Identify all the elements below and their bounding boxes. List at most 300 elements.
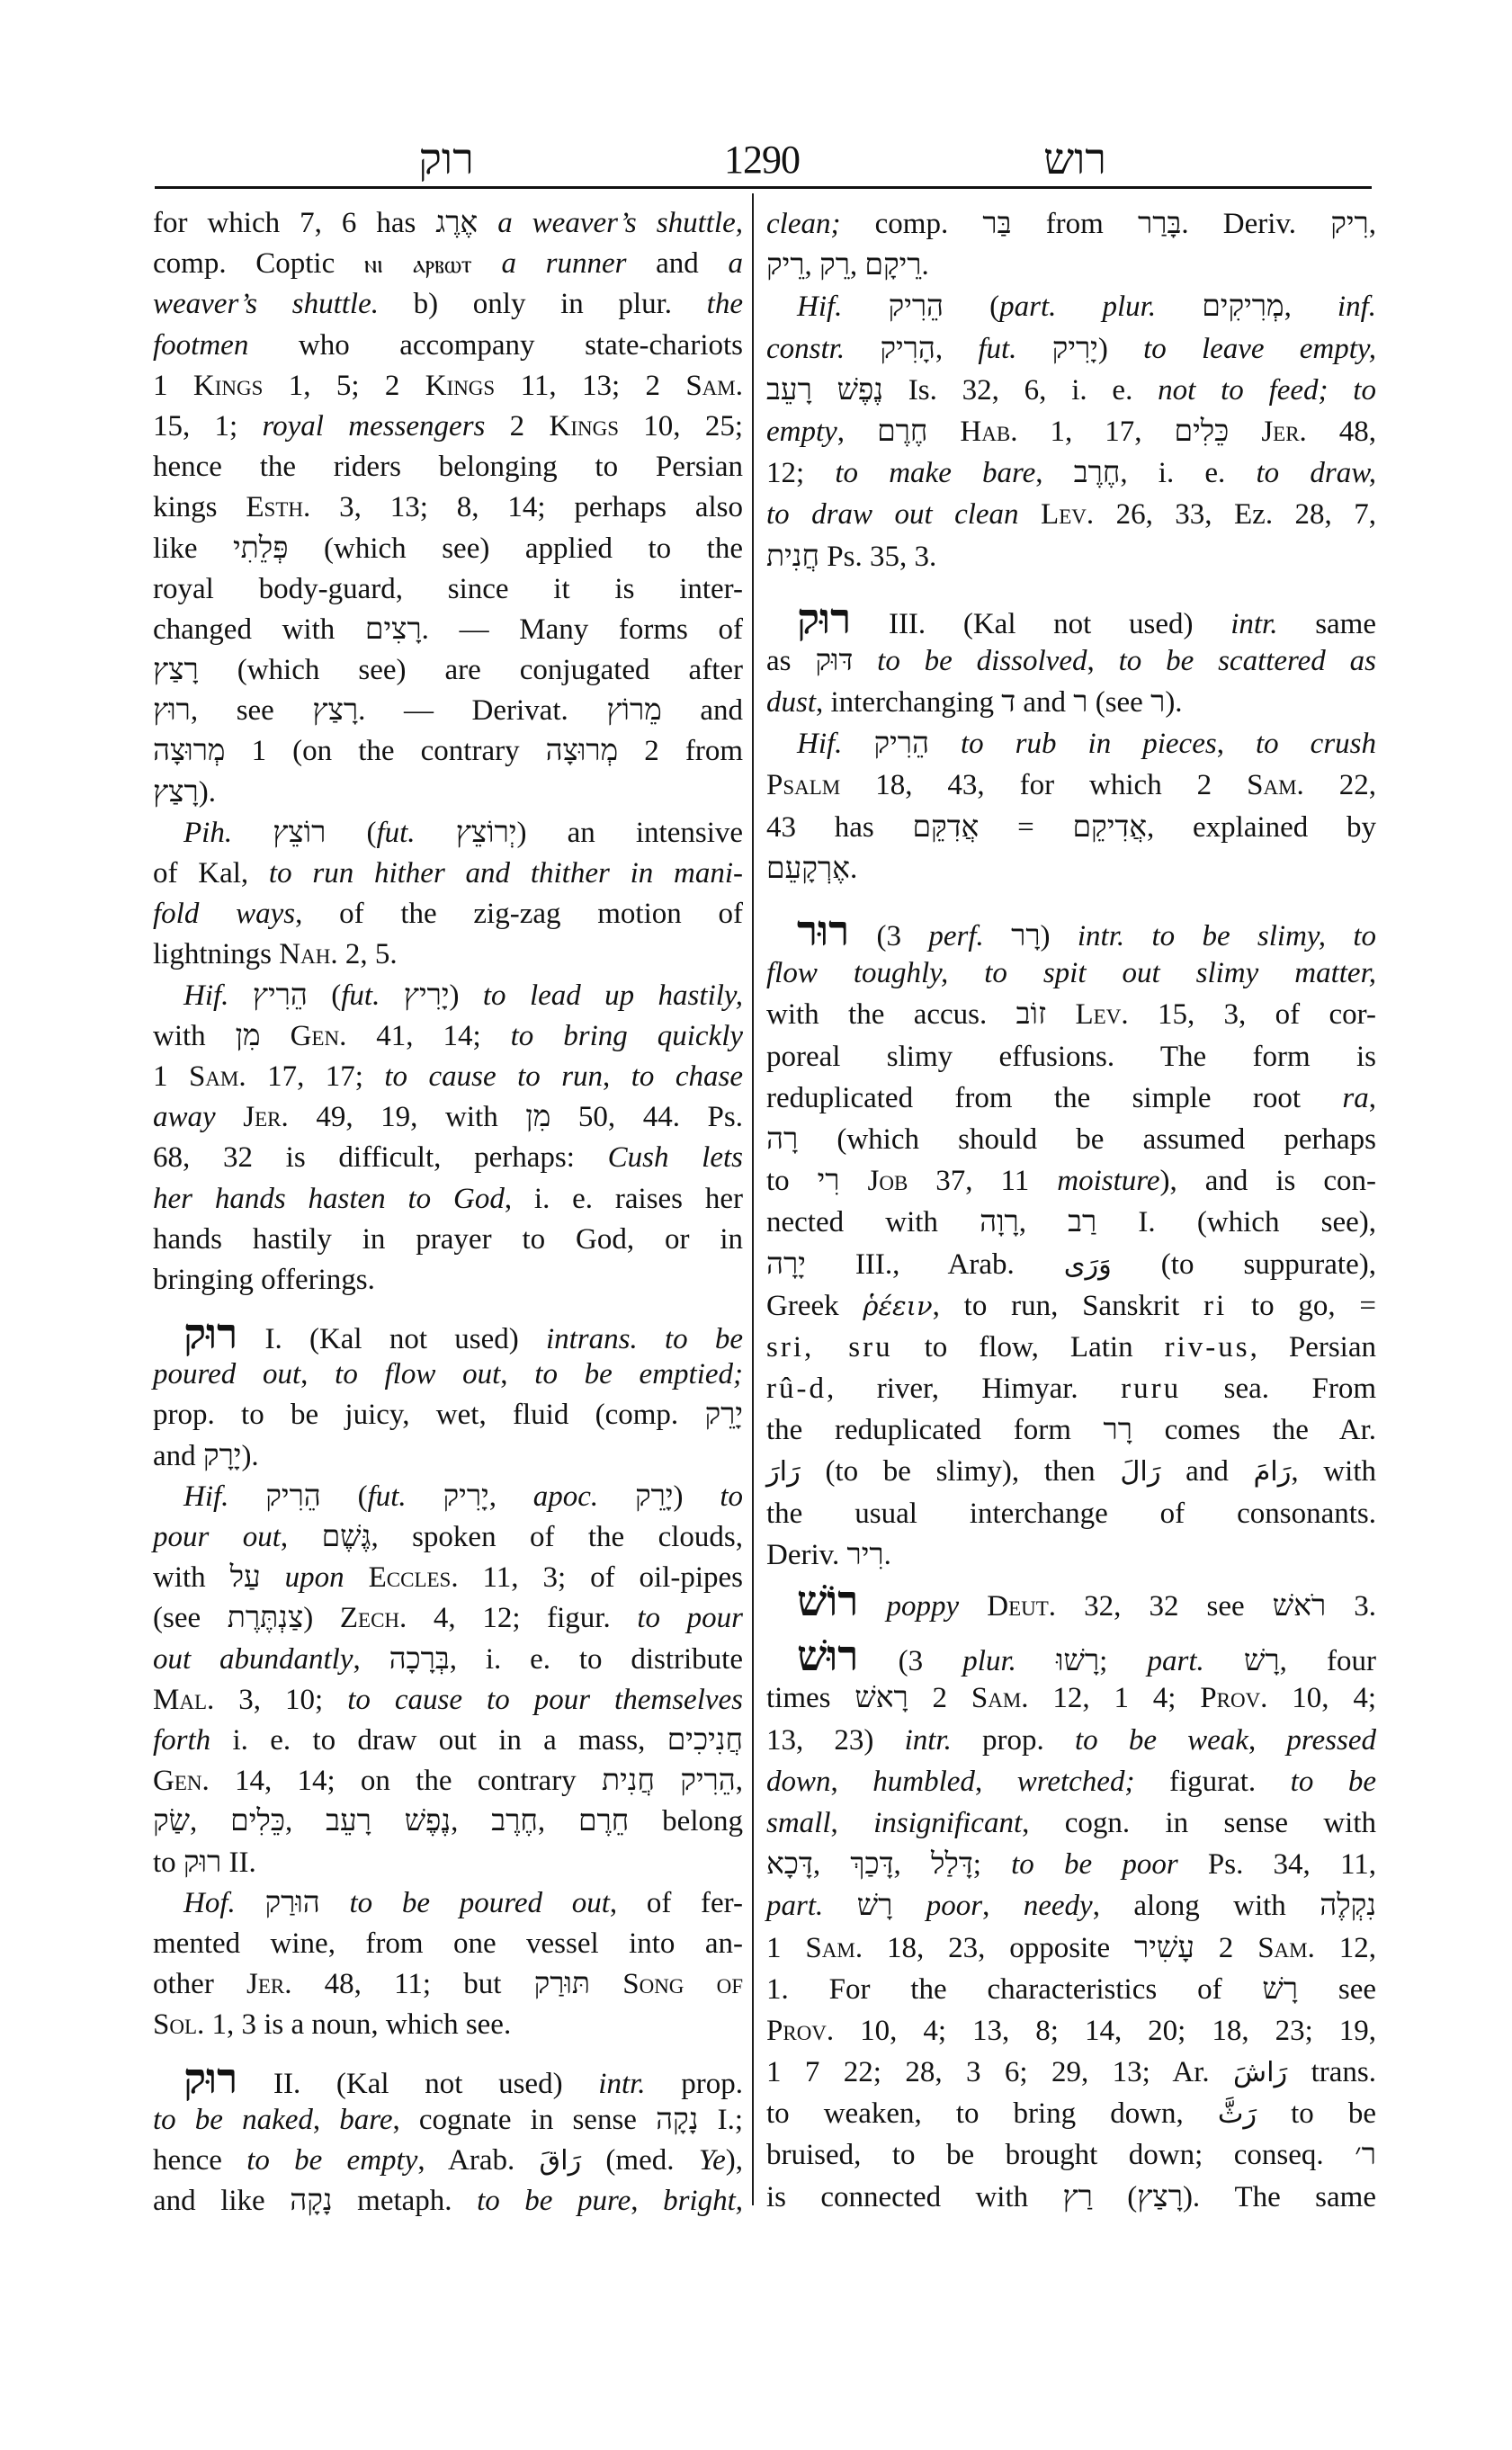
hebrew-word: חֲנִית	[766, 540, 820, 573]
text-line	[766, 2010, 1376, 2052]
scripture-reference: Prov.	[766, 2014, 835, 2047]
italic-gloss: intr.	[598, 2068, 646, 2101]
scripture-reference: Job	[867, 1165, 908, 1198]
body-text: 43 has	[766, 810, 913, 844]
body-text: ).	[1165, 686, 1183, 720]
text-line	[153, 447, 743, 487]
body-text	[261, 1561, 285, 1594]
body-text: to weaken, to bring down,	[766, 2097, 1218, 2131]
body-text: , see	[190, 694, 313, 728]
hebrew-word: דָּלַל	[930, 1848, 973, 1882]
body-text: , i. e.	[1120, 457, 1257, 490]
body-text: 2, 5.	[337, 938, 398, 971]
body-text: 1 (on the contrary	[225, 735, 546, 768]
body-text: ,	[1018, 1206, 1069, 1239]
body-text: ),	[725, 2143, 743, 2177]
body-text: ).	[198, 775, 216, 809]
body-text: bruised, to be brought down; conseq.	[766, 2139, 1355, 2172]
text-line	[766, 1077, 1376, 1119]
text-line	[153, 487, 743, 528]
text-line	[766, 411, 1376, 452]
italic-gloss: needy	[1023, 1890, 1093, 1923]
body-text: to flow, Latin	[892, 1330, 1165, 1364]
italic-gloss: bare	[339, 2103, 393, 2136]
italic-gloss: part.	[766, 1890, 824, 1923]
italic-gloss: small	[766, 1806, 831, 1839]
hebrew-word: בַּר	[982, 208, 1012, 240]
body-text: 11, 13; 2	[495, 369, 686, 402]
italic-gloss: dust	[766, 686, 817, 720]
text-line	[766, 1244, 1376, 1285]
text-line	[766, 1720, 1376, 1761]
body-text: ,	[1216, 728, 1256, 761]
hebrew-word: נֶפֶשׁ רָעֵב	[766, 373, 883, 407]
text-line	[766, 536, 1376, 577]
italic-gloss: fut.	[341, 979, 380, 1012]
hebrew-word: נִקְלֶה	[1320, 1890, 1377, 1923]
italic-gloss: Ye	[698, 2143, 726, 2177]
scripture-reference: Song of	[622, 1968, 744, 2001]
text-line	[153, 1843, 743, 1883]
text-line	[766, 2134, 1376, 2176]
body-text: (to suppurate),	[1111, 1247, 1376, 1281]
text-line	[153, 1260, 743, 1301]
body-text: bringing offerings.	[153, 1263, 375, 1296]
italic-gloss: fut.	[978, 332, 1017, 365]
body-text: mented wine, from one vessel into an-	[153, 1927, 743, 1960]
hebrew-word: דָּכָא	[766, 1848, 813, 1882]
body-text: ,	[488, 1480, 533, 1513]
text-line	[153, 1558, 743, 1598]
text-line	[766, 682, 1376, 723]
body-text: with	[153, 1019, 236, 1052]
text-line	[153, 854, 743, 894]
hebrew-word: רָוָה	[980, 1206, 1019, 1239]
body-text: 2	[908, 1682, 971, 1715]
body-text: and	[626, 247, 729, 281]
hebrew-word: רָצִים	[364, 612, 422, 646]
body-text: , to run, Sanskrit	[932, 1289, 1204, 1322]
body-text: ,	[974, 1765, 1017, 1798]
body-text: 12, 1 4;	[1028, 1682, 1201, 1715]
italic-gloss: to lead up hastily,	[482, 979, 743, 1012]
body-text: 1 7 22; 28, 3 6; 29, 13; Ar.	[766, 2056, 1234, 2089]
body-text: prop.	[645, 2068, 743, 2101]
body-text: and like	[153, 2185, 291, 2217]
italic-gloss: ra	[1342, 1081, 1369, 1114]
body-text: 14, 14; on the contrary	[209, 1765, 602, 1798]
text-line	[766, 1368, 1376, 1409]
body-text: Is. 32, 6, i. e.	[882, 373, 1159, 407]
hebrew-word: מֵרוֹץ	[606, 694, 662, 728]
body-text: ,	[830, 1765, 873, 1798]
text-line	[766, 1409, 1376, 1451]
hebrew-word: מְרוּצָה	[545, 735, 619, 768]
body-text: . — Derivat.	[358, 694, 607, 728]
italic-gloss: to be naked	[153, 2103, 313, 2136]
body-text: 48, 11; but	[291, 1968, 534, 2001]
italic-gloss: weaver’s shuttle.	[153, 288, 379, 321]
scripture-reference: Mal.	[153, 1683, 215, 1716]
text-line	[153, 366, 743, 407]
spaced-transliteration: rû-d	[766, 1373, 827, 1406]
body-text	[842, 291, 888, 323]
body-text: , Arab.	[417, 2143, 540, 2177]
italic-gloss: upon	[284, 1561, 344, 1595]
body-text: 2 from	[618, 735, 743, 768]
body-text: , river, Himyar.	[826, 1373, 1122, 1406]
text-line	[153, 1355, 743, 1395]
italic-gloss: intr.	[904, 1723, 952, 1757]
hebrew-word: יָרֵק	[704, 1399, 743, 1432]
hebrew-word: בָּרַר	[1138, 208, 1182, 240]
body-text: , i. e. raises her	[504, 1182, 743, 1215]
italic-gloss: to rub in pieces	[928, 728, 1217, 761]
body-text: 1, 3 is a noun, which see.	[204, 2008, 512, 2042]
hebrew-word: יְרוֹצֵץ	[455, 816, 517, 849]
arabic-word: رَالَ	[1120, 1456, 1161, 1489]
italic-gloss: to cause to pour themselves	[347, 1683, 744, 1716]
hebrew-word: חֲנִיכִים	[667, 1723, 743, 1757]
body-text: ,	[190, 1805, 231, 1838]
body-text: ,	[537, 1805, 578, 1838]
body-text: hands hastily in prayer to God, or in	[153, 1222, 743, 1256]
body-text: II. (Kal not used)	[237, 2068, 599, 2101]
hebrew-word: ר׳	[1355, 2139, 1376, 2172]
right-column	[766, 203, 1376, 2218]
body-text: (see	[153, 1602, 228, 1635]
italic-gloss: to be empty	[246, 2143, 418, 2177]
body-text: 1, 5; 2	[263, 369, 425, 402]
hebrew-word: רָשׁ	[1262, 1972, 1298, 2006]
body-text: )	[303, 1602, 340, 1635]
body-text: ,	[1368, 1081, 1376, 1114]
body-text: sea. From	[1181, 1373, 1376, 1406]
italic-gloss: forth	[153, 1723, 211, 1757]
italic-gloss: poppy	[858, 1590, 960, 1623]
hebrew-word: הָרִיק	[880, 332, 935, 365]
greek-word: ῥέειν	[863, 1290, 933, 1321]
body-text: 26, 33, Ez. 28, 7,	[1094, 498, 1376, 532]
body-text: II.	[221, 1846, 256, 1879]
body-text: . — Many forms of	[421, 612, 744, 646]
italic-gloss: to draw,	[1256, 457, 1377, 490]
text-line	[153, 1138, 743, 1178]
body-text: (see	[1087, 686, 1151, 720]
italic-gloss: down	[766, 1765, 831, 1798]
hebrew-word: רֵיק	[766, 249, 805, 282]
text-line	[766, 286, 1376, 327]
text-line	[153, 773, 743, 813]
italic-gloss: intrans. to be	[545, 1323, 743, 1356]
italic-gloss: flow toughly, to spit out slimy matter,	[766, 957, 1376, 990]
italic-gloss: to flow out	[335, 1358, 501, 1391]
body-text: ).	[241, 1439, 259, 1472]
body-text	[216, 1101, 244, 1133]
scripture-reference: Lev.	[1041, 498, 1095, 532]
body-text: is connected with	[766, 2180, 1063, 2213]
hebrew-word: הֵרִיק חֲנִית	[601, 1765, 736, 1798]
body-text	[232, 817, 273, 849]
text-line	[766, 1036, 1376, 1077]
body-text: and	[1160, 1455, 1254, 1489]
italic-gloss: intr. to be slimy, to	[1077, 920, 1377, 952]
headword: רוֹשׁ	[797, 1578, 859, 1625]
text-line	[153, 1721, 743, 1761]
body-text: I. (Kal not used)	[237, 1323, 546, 1356]
body-text: comes the Ar.	[1132, 1414, 1376, 1447]
hebrew-word: רָאשׁ	[854, 1682, 908, 1715]
italic-gloss: a	[728, 247, 743, 281]
italic-gloss: intr.	[1230, 607, 1278, 640]
text-line	[153, 1220, 743, 1260]
body-text: 10, 25;	[619, 409, 744, 443]
text-line	[153, 894, 743, 934]
text-line	[153, 691, 743, 731]
body-text: 22,	[1303, 769, 1376, 802]
body-text: trans.	[1287, 2056, 1377, 2089]
body-text: the usual interchange of consonants.	[766, 1497, 1376, 1530]
hebrew-word: רָשׁוּ	[1056, 1645, 1100, 1678]
body-text	[1016, 1645, 1056, 1677]
hebrew-word: עָשִׁיר	[1134, 1931, 1194, 1964]
italic-gloss: footmen	[153, 328, 249, 362]
scripture-reference: Kings	[192, 369, 264, 402]
text-line	[766, 1285, 1376, 1327]
hebrew-word: מְרוּצָה	[153, 735, 226, 768]
body-text: )	[1040, 920, 1078, 952]
text-line	[766, 370, 1376, 411]
body-text	[1229, 416, 1261, 448]
body-text: and	[153, 1439, 203, 1472]
text-line	[153, 934, 743, 975]
text-line	[766, 2093, 1376, 2134]
text-line	[153, 2100, 743, 2141]
body-text: of Kal,	[153, 857, 269, 890]
body-text: 4, 12; figur.	[407, 1602, 638, 1635]
body-text: ) an intensive	[516, 816, 744, 849]
body-text: ,	[312, 2103, 340, 2136]
hebrew-word: נָקָה	[656, 2103, 699, 2136]
italic-gloss: fut.	[367, 1480, 407, 1513]
body-text: for which 7, 6 has	[153, 207, 436, 239]
body-text: 17, 17;	[246, 1060, 385, 1093]
italic-gloss: Cush lets	[607, 1141, 743, 1175]
hebrew-word: רוּץ	[153, 694, 191, 728]
body-text: 3, 13; 8, 14; perhaps also	[310, 491, 743, 524]
italic-gloss: a runner	[471, 247, 627, 281]
text-line	[153, 1680, 743, 1721]
italic-gloss: wretched;	[1016, 1765, 1135, 1798]
body-text: with the accus.	[766, 998, 1016, 1032]
text-line	[153, 284, 743, 325]
hebrew-word: רָשׁ	[856, 1890, 893, 1923]
text-line	[766, 1202, 1376, 1243]
italic-gloss: empty	[766, 415, 837, 448]
body-text: 1	[766, 1931, 806, 1964]
body-text	[842, 728, 873, 760]
italic-gloss: a weaver’s shuttle,	[478, 207, 743, 239]
coptic-word: ⲛⲓ ⲁⲣⲃⲱⲧ	[363, 249, 472, 280]
body-text: changed with	[153, 612, 365, 646]
hebrew-word: בְּרָכָה	[389, 1642, 450, 1676]
hebrew-word: רָה	[766, 1122, 799, 1156]
body-text: 10, 4; 13, 8; 14, 20; 18, 23; 19,	[834, 2014, 1376, 2047]
body-text: the reduplicated form	[766, 1414, 1104, 1447]
spaced-transliteration: sri, sru	[766, 1330, 893, 1364]
body-text: I.;	[698, 2103, 743, 2136]
italic-gloss: poured out	[153, 1358, 301, 1391]
body-text	[344, 1561, 369, 1594]
scripture-reference: Sam.	[1247, 769, 1304, 802]
hebrew-word: הֵרִיק	[873, 728, 929, 761]
arabic-word: رَامَ	[1253, 1456, 1292, 1489]
entry-line	[766, 1578, 1377, 1625]
body-text: ,	[935, 332, 979, 365]
italic-gloss: clean;	[766, 208, 841, 240]
body-text: ,	[1248, 1723, 1287, 1757]
body-text: ,	[451, 1805, 492, 1838]
body-text: ,	[837, 415, 878, 448]
text-line	[766, 1119, 1376, 1160]
italic-gloss: constr.	[766, 332, 845, 365]
hebrew-word: יָרֵק	[635, 1480, 674, 1513]
body-text	[984, 920, 1011, 952]
body-text	[840, 1165, 868, 1197]
hebrew-word: הֵרִיץ	[252, 979, 308, 1012]
italic-gloss: to bring quickly	[510, 1019, 744, 1052]
body-text: ,	[804, 249, 820, 282]
body-text	[1204, 1645, 1244, 1677]
body-text: b) only in plur.	[379, 288, 707, 321]
body-text: 41, 14;	[346, 1019, 511, 1052]
hebrew-word: נֶפֶשׁ רָעֵב	[326, 1805, 452, 1838]
body-text: ,	[1368, 208, 1376, 240]
text-line	[766, 952, 1376, 994]
body-text: hence the riders belonging to Persian	[153, 451, 743, 484]
body-text: other	[153, 1968, 246, 2001]
hebrew-word: יָרִיץ	[403, 979, 450, 1012]
body-text	[823, 1890, 856, 1922]
hebrew-word: רוֹצֵץ	[273, 816, 327, 849]
text-line	[153, 1964, 743, 2005]
text-line	[766, 1327, 1376, 1368]
hebrew-word: אֲדִקֵּם	[912, 810, 980, 844]
body-text: to	[766, 1165, 818, 1198]
body-text	[407, 1480, 443, 1513]
body-text: hence	[153, 2143, 247, 2177]
italic-gloss: plur.	[962, 1645, 1016, 1678]
italic-gloss: poor	[892, 1890, 983, 1923]
italic-gloss: pressed	[1286, 1723, 1376, 1757]
body-text: =	[979, 810, 1073, 844]
scripture-reference: Prov.	[1200, 1682, 1268, 1715]
scripture-reference: Jer.	[246, 1968, 292, 2001]
italic-gloss: pour out	[153, 1521, 281, 1553]
body-text: ,	[280, 1521, 322, 1553]
text-line	[766, 640, 1376, 682]
text-line	[153, 1477, 743, 1517]
scripture-reference: Deut.	[987, 1590, 1057, 1623]
italic-gloss: to be scattered as	[1118, 644, 1376, 677]
italic-gloss: Hof.	[183, 1886, 236, 1919]
italic-gloss: to leave empty,	[1143, 332, 1377, 365]
body-text: reduplicated from the simple root	[766, 1081, 1343, 1114]
text-line	[766, 848, 1376, 890]
body-text: i. e. to draw out in a mass,	[210, 1723, 667, 1757]
body-text: 32, 32 see	[1056, 1590, 1273, 1623]
text-line	[766, 2052, 1376, 2093]
body-text: 48,	[1306, 415, 1377, 448]
body-text: , four	[1279, 1645, 1376, 1678]
body-text: ). The same	[1182, 2180, 1376, 2213]
italic-gloss: fut.	[376, 816, 416, 849]
body-text: 12,	[1314, 1931, 1377, 1964]
body-text: ,	[631, 2185, 664, 2217]
body-text: 10, 4;	[1267, 1682, 1377, 1715]
italic-gloss: to be pure	[477, 2185, 631, 2217]
text-line	[153, 2181, 743, 2222]
italic-gloss: humbled	[872, 1765, 975, 1798]
body-text: comp. Coptic	[153, 247, 364, 281]
body-text: (which see) applied to the	[288, 532, 743, 565]
italic-gloss: her hands hasten to God	[153, 1182, 505, 1215]
italic-gloss: Pih.	[183, 816, 233, 849]
body-text: ,	[603, 1060, 631, 1093]
scripture-reference: Gen.	[290, 1019, 347, 1052]
italic-gloss: fold ways	[153, 898, 296, 931]
text-line	[153, 1883, 743, 1924]
text-line	[153, 731, 743, 772]
italic-gloss: Hif.	[183, 1480, 229, 1513]
body-text	[598, 1480, 635, 1513]
hebrew-word: כֵּלִים	[230, 1805, 285, 1838]
page-number: 1290	[724, 138, 800, 182]
headword: רוּק	[797, 595, 852, 643]
text-line	[766, 452, 1376, 494]
italic-gloss: to be weak	[1074, 1723, 1248, 1757]
italic-gloss: to be poured out	[319, 1886, 610, 1919]
hebrew-word: חֶרֶם	[877, 415, 928, 448]
scripture-reference: Jer.	[1261, 415, 1307, 448]
hebrew-word: דּוּק	[815, 644, 854, 677]
body-text: , cognate in sense	[392, 2103, 657, 2136]
body-text: ,	[1284, 291, 1338, 324]
body-text: to be	[1257, 2097, 1376, 2131]
text-line	[153, 976, 743, 1016]
body-text: )	[673, 1480, 720, 1513]
body-text: (med.	[581, 2143, 699, 2177]
hebrew-word: חֶרֶב	[1073, 457, 1121, 490]
italic-gloss: part.	[1147, 1645, 1204, 1678]
text-line	[766, 1969, 1376, 2010]
body-text: and	[1015, 686, 1074, 720]
body-text: 49, 19, with	[288, 1101, 526, 1134]
hebrew-word: רֹאשׁ	[1272, 1590, 1327, 1623]
hebrew-word: רָר	[1011, 920, 1041, 952]
hebrew-word: רָצַץ	[153, 654, 199, 687]
scripture-reference: Eccles.	[368, 1561, 459, 1595]
body-text: ,	[982, 1890, 1024, 1923]
text-line	[153, 529, 743, 569]
scripture-reference: Sam.	[805, 1931, 863, 1964]
italic-gloss: out abundantly	[153, 1642, 353, 1676]
body-text: 13, 23)	[766, 1723, 905, 1757]
body-text	[959, 1590, 987, 1623]
headword: רוּק	[183, 2056, 238, 2104]
text-line	[766, 723, 1376, 765]
entry-line	[153, 1311, 743, 1359]
